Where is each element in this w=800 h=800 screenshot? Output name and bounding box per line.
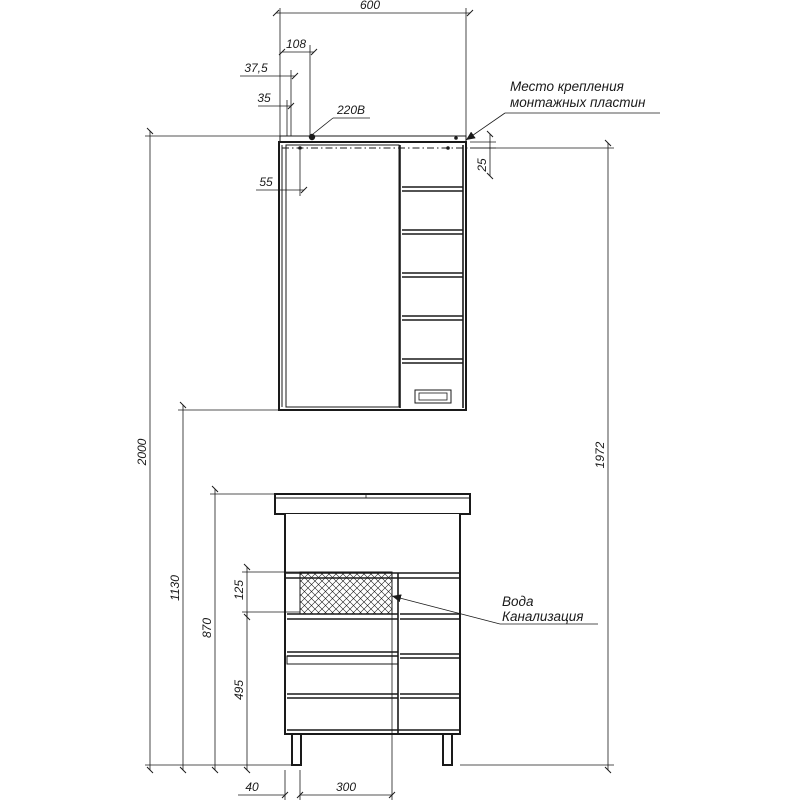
dim-1130 bbox=[168, 405, 282, 770]
dim-300-label: 300 bbox=[335, 780, 357, 794]
dim-37-5-label: 37,5 bbox=[244, 61, 268, 75]
vanity-body bbox=[285, 514, 460, 734]
dim-1972 bbox=[460, 143, 614, 770]
dim-40-label: 40 bbox=[245, 780, 259, 794]
vanity-unit bbox=[275, 494, 470, 765]
sewage-label: Канализация bbox=[502, 609, 584, 624]
dim-870 bbox=[200, 489, 277, 770]
plumbing-zone bbox=[300, 572, 392, 614]
mounting-plates-callout bbox=[466, 79, 660, 140]
dim-2000 bbox=[135, 131, 292, 770]
dim-600 bbox=[276, 0, 470, 140]
dim-108-label: 108 bbox=[285, 37, 307, 51]
dim-495-label: 495 bbox=[232, 679, 246, 701]
dim-1972-label: 1972 bbox=[593, 441, 607, 469]
mirror-cabinet bbox=[279, 134, 468, 410]
dim-1130-label: 1130 bbox=[168, 575, 182, 601]
cabinet-body bbox=[279, 142, 466, 410]
dim-600-label: 600 bbox=[359, 0, 381, 12]
dim-495 bbox=[232, 612, 247, 770]
dim-125-label: 125 bbox=[232, 579, 246, 601]
basin-top bbox=[275, 494, 470, 514]
dim-35-label: 35 bbox=[257, 91, 271, 105]
dim-2000-label: 2000 bbox=[135, 438, 149, 466]
leg-left bbox=[292, 734, 301, 765]
dim-25 bbox=[470, 134, 496, 176]
mounting-callout-line1: Место крепления bbox=[510, 79, 624, 94]
dim-55-label: 55 bbox=[259, 175, 273, 189]
leg-right bbox=[443, 734, 452, 765]
mounting-callout-line2: монтажных пластин bbox=[510, 95, 646, 110]
dim-870-label: 870 bbox=[200, 617, 214, 639]
dim-25-label: 25 bbox=[475, 158, 489, 172]
water-label: Вода bbox=[502, 594, 534, 609]
dim-top-left-offsets bbox=[240, 37, 370, 136]
voltage-label: 220В bbox=[336, 103, 366, 117]
